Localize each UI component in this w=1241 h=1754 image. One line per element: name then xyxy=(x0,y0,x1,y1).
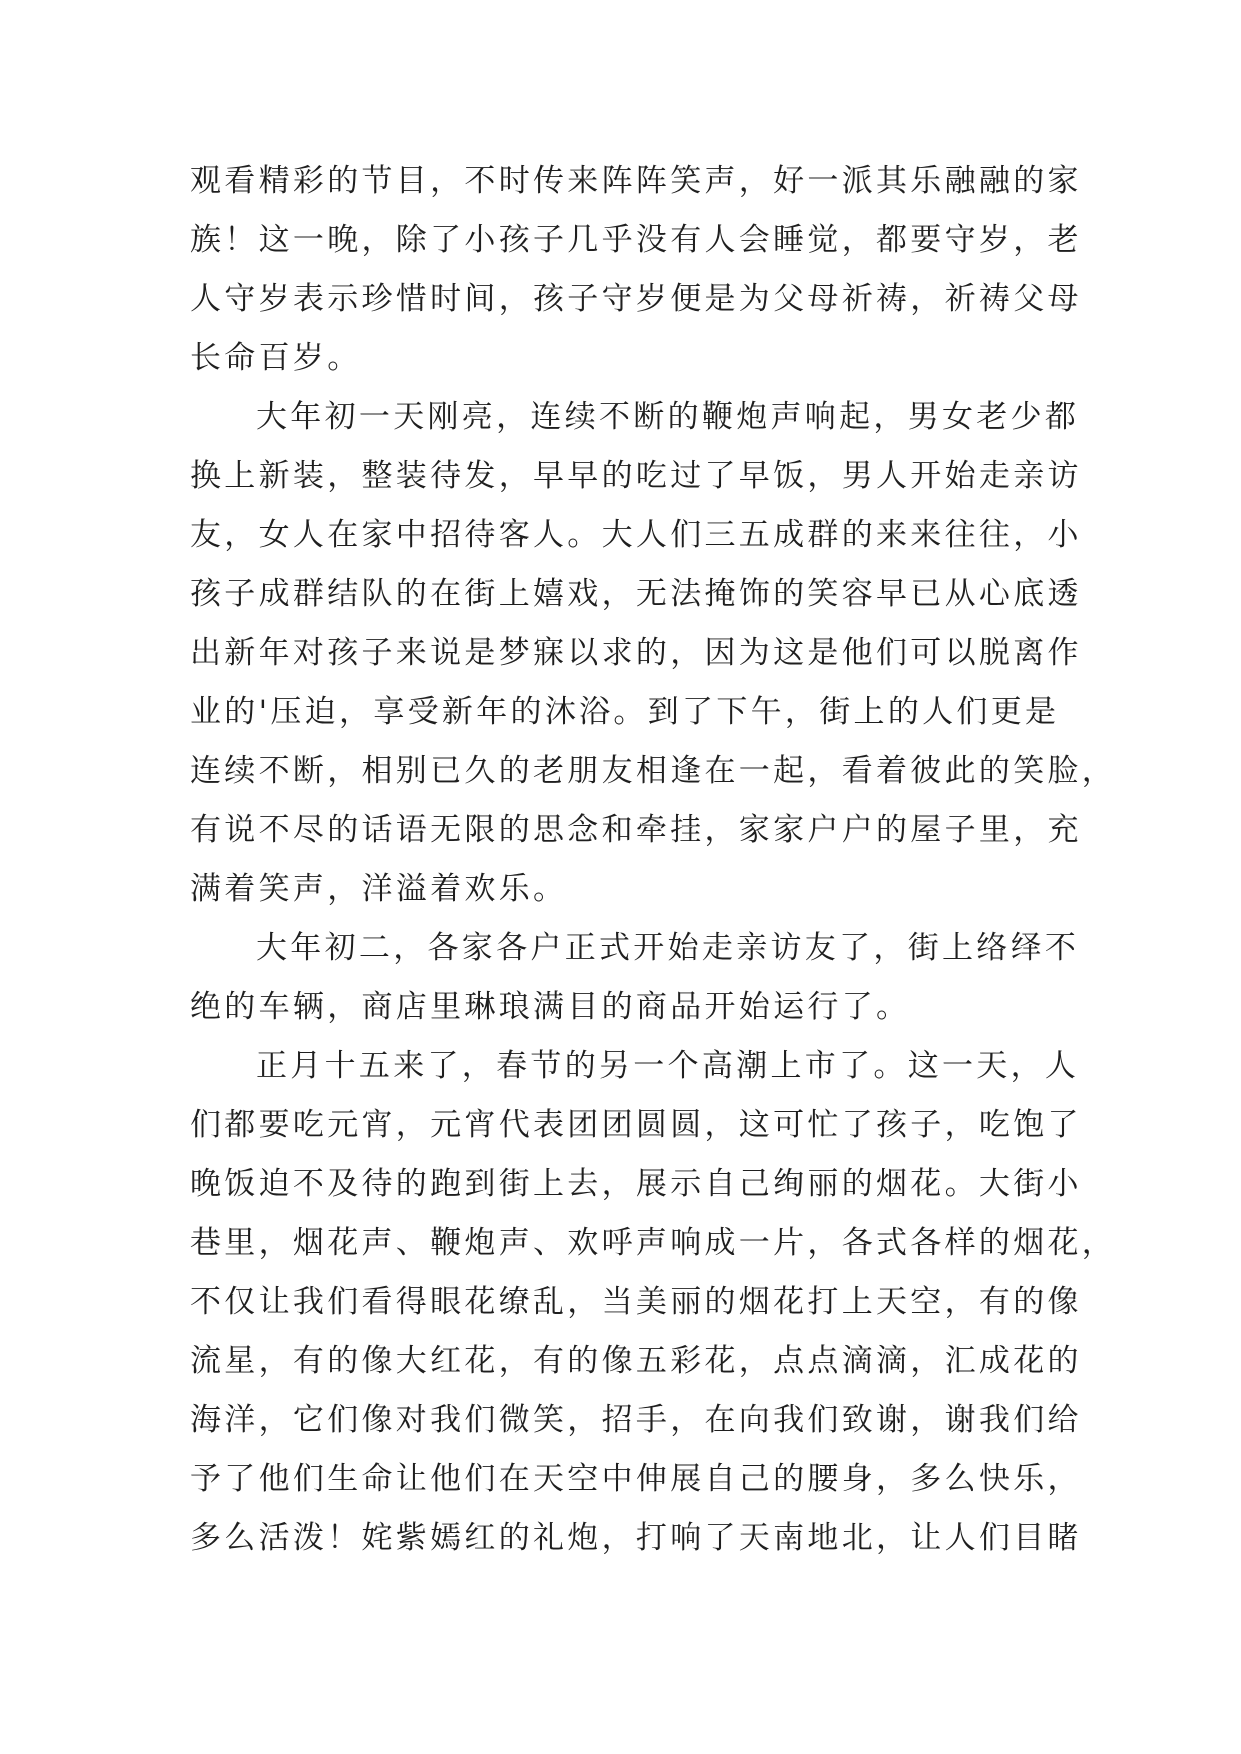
text-line: 人守岁表示珍惜时间，孩子守岁便是为父母祈祷，祈祷父母 xyxy=(190,281,1082,317)
text-line: 满着笑声，洋溢着欢乐。 xyxy=(190,871,568,907)
text-line: 巷里，烟花声、鞭炮声、欢呼声响成一片，各式各样的烟花， xyxy=(190,1225,1117,1261)
text-line: 多么活泼！姹紫嫣红的礼炮，打响了天南地北，让人们目睹 xyxy=(190,1520,1082,1556)
paragraph-first-line: 大年初二，各家各户正式开始走亲访友了，街上络绎不 xyxy=(256,930,1080,966)
text-line: 们都要吃元宵，元宵代表团团圆圆，这可忙了孩子，吃饱了 xyxy=(190,1107,1082,1143)
text-line: 不仅让我们看得眼花缭乱，当美丽的烟花打上天空，有的像 xyxy=(190,1284,1082,1320)
text-line: 长命百岁。 xyxy=(190,340,362,376)
text-line: 业的'压迫，享受新年的沐浴。到了下午，街上的人们更是 xyxy=(190,694,1060,730)
paragraph-first-line: 大年初一天刚亮，连续不断的鞭炮声响起，男女老少都 xyxy=(256,399,1080,435)
text-line: 出新年对孩子来说是梦寐以求的，因为这是他们可以脱离作 xyxy=(190,635,1082,671)
text-line: 晚饭迫不及待的跑到街上去，展示自己绚丽的烟花。大街小 xyxy=(190,1166,1082,1202)
paragraph-first-line: 正月十五来了，春节的另一个高潮上市了。这一天，人 xyxy=(256,1048,1080,1084)
text-line: 观看精彩的节目，不时传来阵阵笑声，好一派其乐融融的家 xyxy=(190,163,1082,199)
text-line: 绝的车辆，商店里琳琅满目的商品开始运行了。 xyxy=(190,989,911,1025)
essay-body xyxy=(190,152,1117,1568)
text-line: 有说不尽的话语无限的思念和牵挂，家家户户的屋子里，充 xyxy=(190,812,1082,848)
text-line: 族！这一晚，除了小孩子几乎没有人会睡觉，都要守岁，老 xyxy=(190,222,1082,258)
text-line: 换上新装，整装待发，早早的吃过了早饭，男人开始走亲访 xyxy=(190,458,1082,494)
text-line: 予了他们生命让他们在天空中伸展自己的腰身，多么快乐， xyxy=(190,1461,1082,1497)
text-line: 孩子成群结队的在街上嬉戏，无法掩饰的笑容早已从心底透 xyxy=(190,576,1082,612)
text-line: 连续不断，相别已久的老朋友相逢在一起，看着彼此的笑脸， xyxy=(190,753,1117,789)
text-line: 友，女人在家中招待客人。大人们三五成群的来来往往，小 xyxy=(190,517,1082,553)
text-line: 流星，有的像大红花，有的像五彩花，点点滴滴，汇成花的 xyxy=(190,1343,1082,1379)
text-line: 海洋，它们像对我们微笑，招手，在向我们致谢，谢我们给 xyxy=(190,1402,1082,1438)
